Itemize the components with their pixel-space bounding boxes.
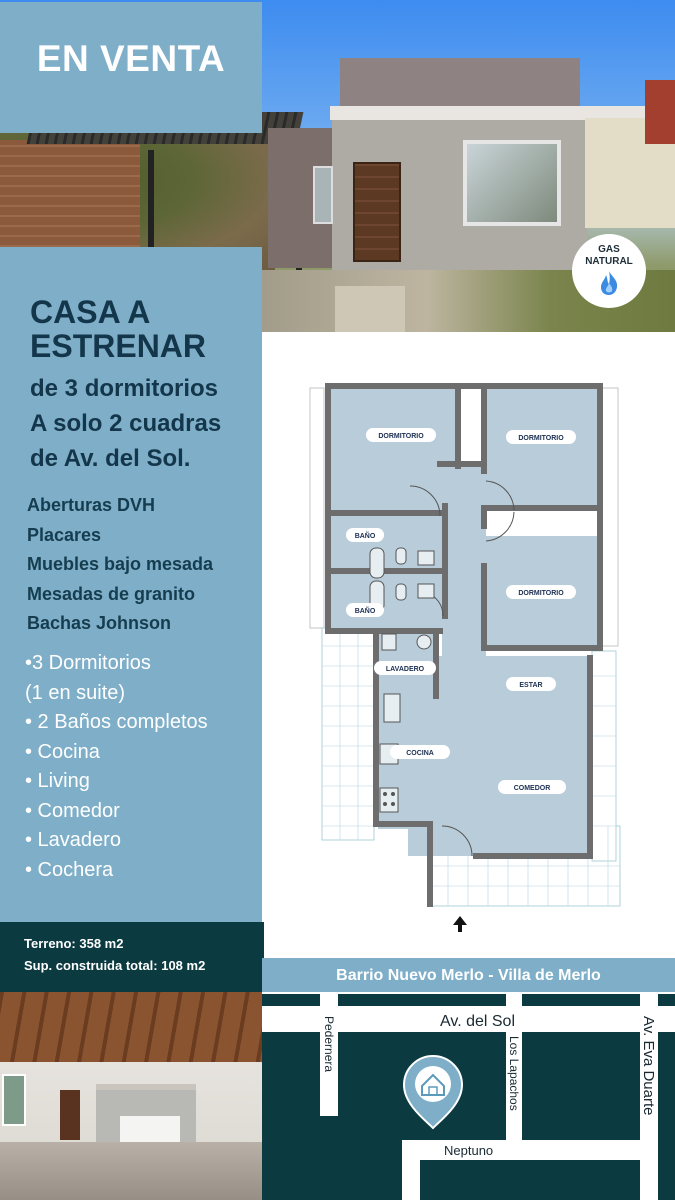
room-item: (1 en suite) [25,681,126,704]
plan-label-dorm3: DORMITORIO [518,590,564,597]
subhead-line: de 3 dormitorios [30,375,219,402]
headline-line: ESTRENAR [30,328,207,364]
plan-label-dorm2: DORMITORIO [518,435,564,442]
room-item: • Lavadero [25,829,121,851]
info-panel [0,247,262,922]
feature-list [27,491,213,639]
plan-label-dining: COMEDOR [513,785,551,792]
headline [30,295,206,363]
street-pedernera: Pedernera [322,1016,336,1073]
for-sale-banner [0,2,262,133]
for-sale-title: EN VENTA [36,38,226,79]
subheadline [30,371,221,476]
entrance-arrow-icon [453,916,467,932]
street-eva-duarte: Av. Eva Duarte [640,1016,657,1116]
location-map [262,992,675,1200]
room-item: • Comedor [25,799,120,822]
plan-label-living: ESTAR [519,682,543,689]
plan-label-bath2: BAÑO [354,608,376,615]
feature-item: Placares [27,524,102,545]
interior-photo [0,992,262,1200]
room-item: • Cocina [25,740,100,763]
plan-label-dorm1: DORMITORIO [378,433,424,440]
lot-area: Terreno: 358 m2 [24,936,124,951]
room-list [25,649,208,885]
built-area: Sup. construida total: 108 m2 [24,958,206,973]
feature-item: Aberturas DVH [27,495,156,515]
plan-label-bath1: BAÑO [354,533,376,540]
feature-item: Muebles bajo mesada [27,554,214,574]
headline-line: CASA A [30,294,151,330]
room-item: • Cochera [25,858,114,881]
subhead-line: de Av. del Sol. [30,445,191,472]
subhead-line: A solo 2 cuadras [30,410,222,437]
location-title: Barrio Nuevo Merlo - Villa de Merlo [336,967,601,984]
street-av-del-sol: Av. del Sol [440,1013,516,1030]
location-header [262,958,675,992]
plan-label-kitchen: COCINA [406,750,434,757]
feature-item: Mesadas de granito [27,583,196,604]
room-item: •3 Dormitorios [25,652,151,674]
street-los-lapachos: Los Lapachos [507,1036,521,1111]
area-strip [0,922,264,992]
feature-item: Bachas Johnson [27,613,172,633]
gas-badge-line1: GAS [598,244,620,255]
plan-label-laundry: LAVADERO [385,666,425,673]
gas-badge-line2: NATURAL [585,256,633,267]
room-item: • Living [25,770,90,792]
flame-icon [598,270,620,296]
gas-badge [572,234,646,308]
floor-plan [300,376,625,936]
street-neptuno: Neptuno [444,1143,494,1158]
room-item: • 2 Baños completos [25,711,208,733]
